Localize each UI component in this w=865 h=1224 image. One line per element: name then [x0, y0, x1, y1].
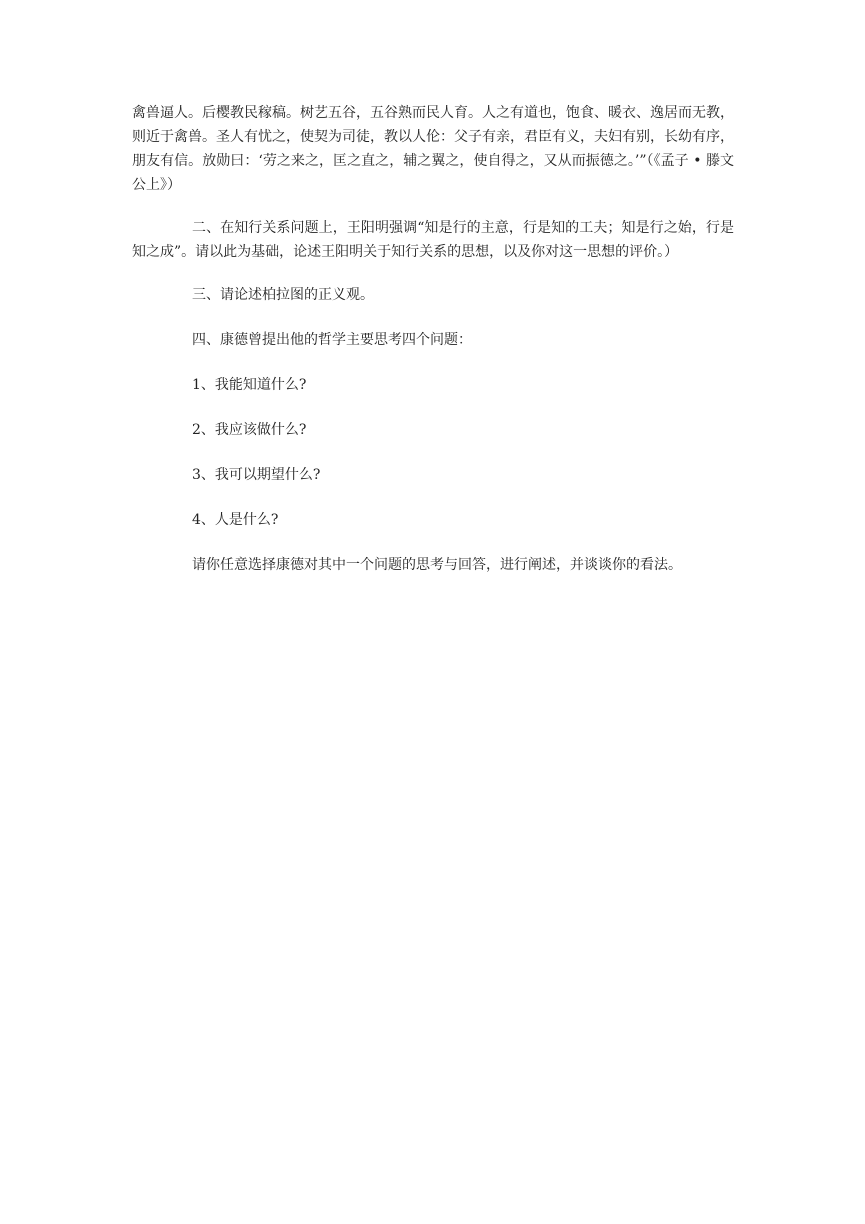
question-two: 二、在知行关系问题上，王阳明强调“知是行的主意，行是知的工夫；知是行之始，行是知之成”。请以此为基础，论述王阳明关于知行关系的思想，以及你对这一思想的评价。） [132, 220, 734, 260]
kant-question-4: 4、人是什么? [192, 512, 279, 528]
question-four: 四、康德曾提出他的哲学主要思考四个问题： [192, 332, 472, 348]
kant-question-1: 1、我能知道什么? [192, 377, 307, 393]
kant-question-2: 2、我应该做什么? [192, 422, 307, 438]
kant-question-3: 3、我可以期望什么? [192, 467, 321, 483]
question-three: 三、请论述柏拉图的正义观。 [192, 287, 374, 303]
kant-instruction: 请你任意选择康德对其中一个问题的思考与回答，进行阐述，并谈谈你的看法。 [192, 557, 682, 573]
document-body [132, 101, 734, 577]
mencius-quote-paragraph: 禽兽逼人。后樱教民稼稿。树艺五谷，五谷熟而民人育。人之有道也，饱食、暖衣、逸居而无教，则近于禽兽。圣人有忧之，使契为司徒，教以人伦：父子有亲，君臣有义，夫妇有别，长幼有序，朋友有信。放勋曰：‘劳之来之，匡之直之，辅之翼之，使自得之，又从而振德之。’”（《孟子 • 滕文公上》） [132, 105, 734, 193]
